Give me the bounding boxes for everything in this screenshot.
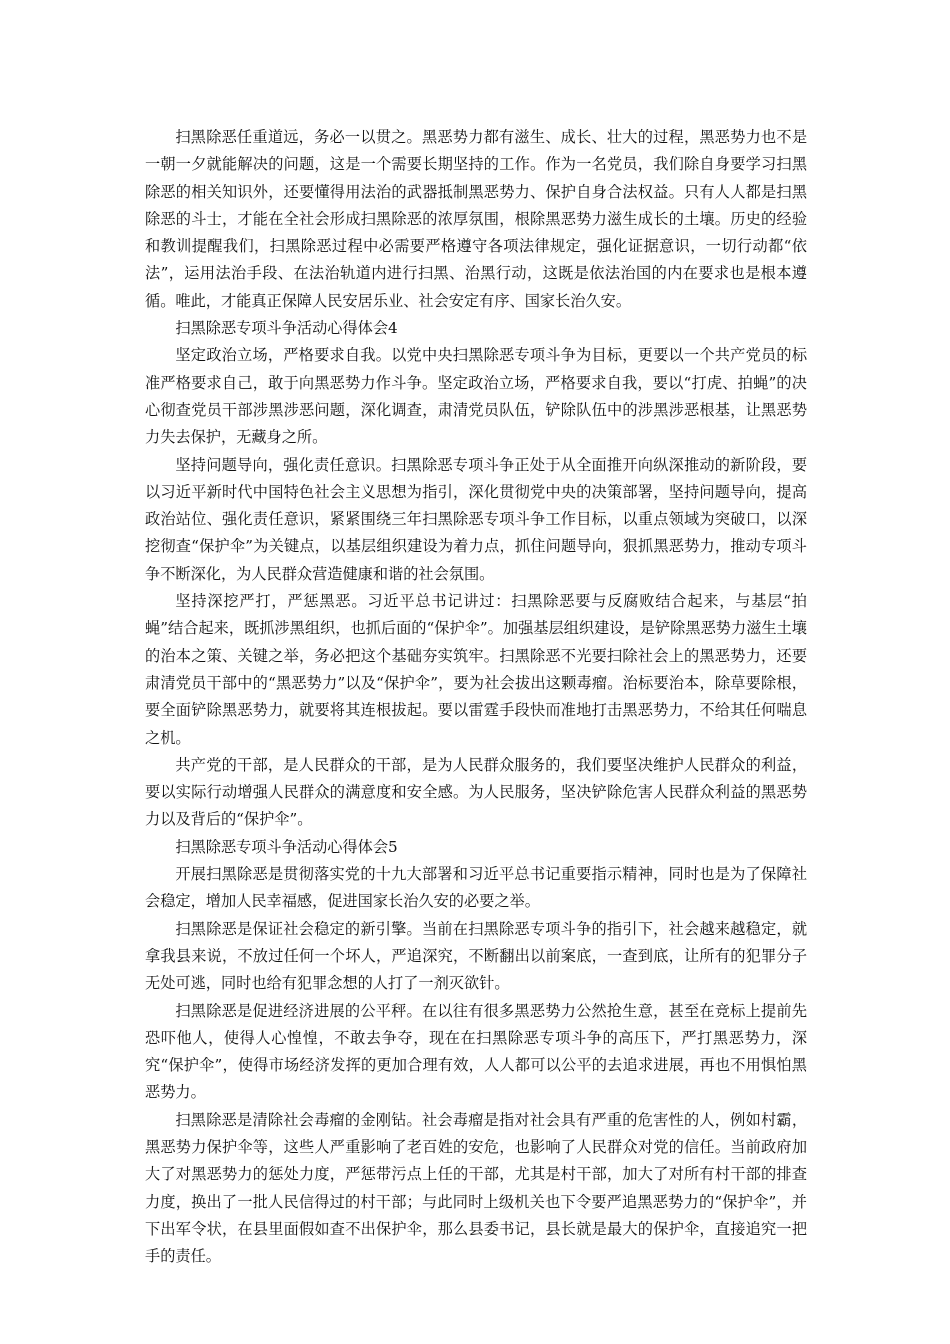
section-heading-4: 扫黑除恶专项斗争活动心得体会4 — [175, 319, 398, 338]
paragraph-strike-hard: 坚持深挖严打，严惩黑恶。习近平总书记讲过：扫黑除恶要与反腐败结合起来，与基层“拍蝇”结合起来，既抓涉黑组织，也抓后面的“保护伞”。加强基层组织建设，是铲除黑恶势力滋生土壤的治本之策、关键之举，务必把这个基础夯实筑牢。扫黑除恶不光要扫除社会上的黑恶势力，还要肃清党员干部中的“黑恶势力”以及“保护伞”，要为社会拔出这颗毒瘤。治标要治本，除草要除根，要全面铲除黑恶势力，就要将其连根拔起。要以雷霆手段快而准地打击黑恶势力，不给其任何喘息之机。 — [145, 592, 807, 747]
paragraph-purpose: 开展扫黑除恶是贯彻落实党的十九大部署和习近平总书记重要指示精神，同时也是为了保障社会稳定，增加人民幸福感，促进国家长治久安的必要之举。 — [145, 865, 807, 911]
paragraph-party-cadres: 共产党的干部，是人民群众的干部，是为人民群众服务的，我们要坚决维护人民群众的利益，要以实际行动增强人民群众的满意度和安全感。为人民服务，坚决铲除危害人民群众利益的黑恶势力以及背后的“保护伞”。 — [145, 755, 807, 829]
document-page — [145, 124, 807, 1270]
paragraph-intro: 扫黑除恶任重道远，务必一以贯之。黑恶势力都有滋生、成长、壮大的过程，黑恶势力也不是一朝一夕就能解决的问题，这是一个需要长期坚持的工作。作为一名党员，我们除自身要学习扫黑除恶的相关知识外，还要懂得用法治的武器抵制黑恶势力、保护自身合法权益。只有人人都是扫黑除恶的斗士，才能在全社会形成扫黑除恶的浓厚氛围，根除黑恶势力滋生成长的土壤。历史的经验和教训提醒我们，扫黑除恶过程中必需要严格遵守各项法律规定，强化证据意识，一切行动都“依法”，运用法治手段、在法治轨道内进行扫黑、治黑行动，这既是依法治国的内在要求也是根本遵循。唯此，才能真正保障人民安居乐业、社会安定有序、国家长治久安。 — [145, 128, 807, 310]
section-heading-5: 扫黑除恶专项斗争活动心得体会5 — [175, 837, 398, 856]
paragraph-social-tumor: 扫黑除恶是清除社会毒瘤的金刚钻。社会毒瘤是指对社会具有严重的危害性的人，例如村霸，黑恶势力保护伞等，这些人严重影响了老百姓的安危，也影响了人民群众对党的信任。当前政府加大了对黑恶势力的惩处力度，严惩带污点上任的干部，尤其是村干部，加大了对所有村干部的排查力度，换出了一批人民信得过的村干部；与此同时上级机关也下令要严追黑恶势力的“保护伞”，并下出军令状，在县里面假如查不出保护伞，那么县委书记，县长就是最大的保护伞，直接追究一把手的责任。 — [145, 1110, 807, 1266]
paragraph-economy: 扫黑除恶是促进经济进展的公平秤。在以往有很多黑恶势力公然抢生意，甚至在竞标上提前先恐吓他人，使得人心惶惶，不敢去争夺，现在在扫黑除恶专项斗争的高压下，严打黑恶势力，深究“保护伞”，使得市场经济发挥的更加合理有效，人人都可以公平的去追求进展，再也不用惧怕黑恶势力。 — [145, 1001, 807, 1102]
paragraph-political-stance: 坚定政治立场，严格要求自我。以党中央扫黑除恶专项斗争为目标，更要以一个共产党员的标准严格要求自己，敢于向黑恶势力作斗争。坚定政治立场，严格要求自我，要以“打虎、拍蝇”的决心彻查党员干部涉黑涉恶问题，深化调查，肃清党员队伍，铲除队伍中的涉黑涉恶根基，让黑恶势力失去保护，无藏身之所。 — [145, 346, 807, 447]
paragraph-stability: 扫黑除恶是保证社会稳定的新引擎。当前在扫黑除恶专项斗争的指引下，社会越来越稳定，就拿我县来说，不放过任何一个坏人，严追深究，不断翻出以前案底，一查到底，让所有的犯罪分子无处可逃，同时也给有犯罪念想的人打了一剂灭欲针。 — [145, 919, 807, 993]
paragraph-problem-orientation: 坚持问题导向，强化责任意识。扫黑除恶专项斗争正处于从全面推开向纵深推动的新阶段，要以习近平新时代中国特色社会主义思想为指引，深化贯彻党中央的决策部署，坚持问题导向，提高政治站位、强化责任意识，紧紧围绕三年扫黑除恶专项斗争工作目标，以重点领域为突破口，以深挖彻查“保护伞”为关键点，以基层组织建设为着力点，抓住问题导向，狠抓黑恶势力，推动专项斗争不断深化，为人民群众营造健康和谐的社会氛围。 — [145, 455, 807, 583]
